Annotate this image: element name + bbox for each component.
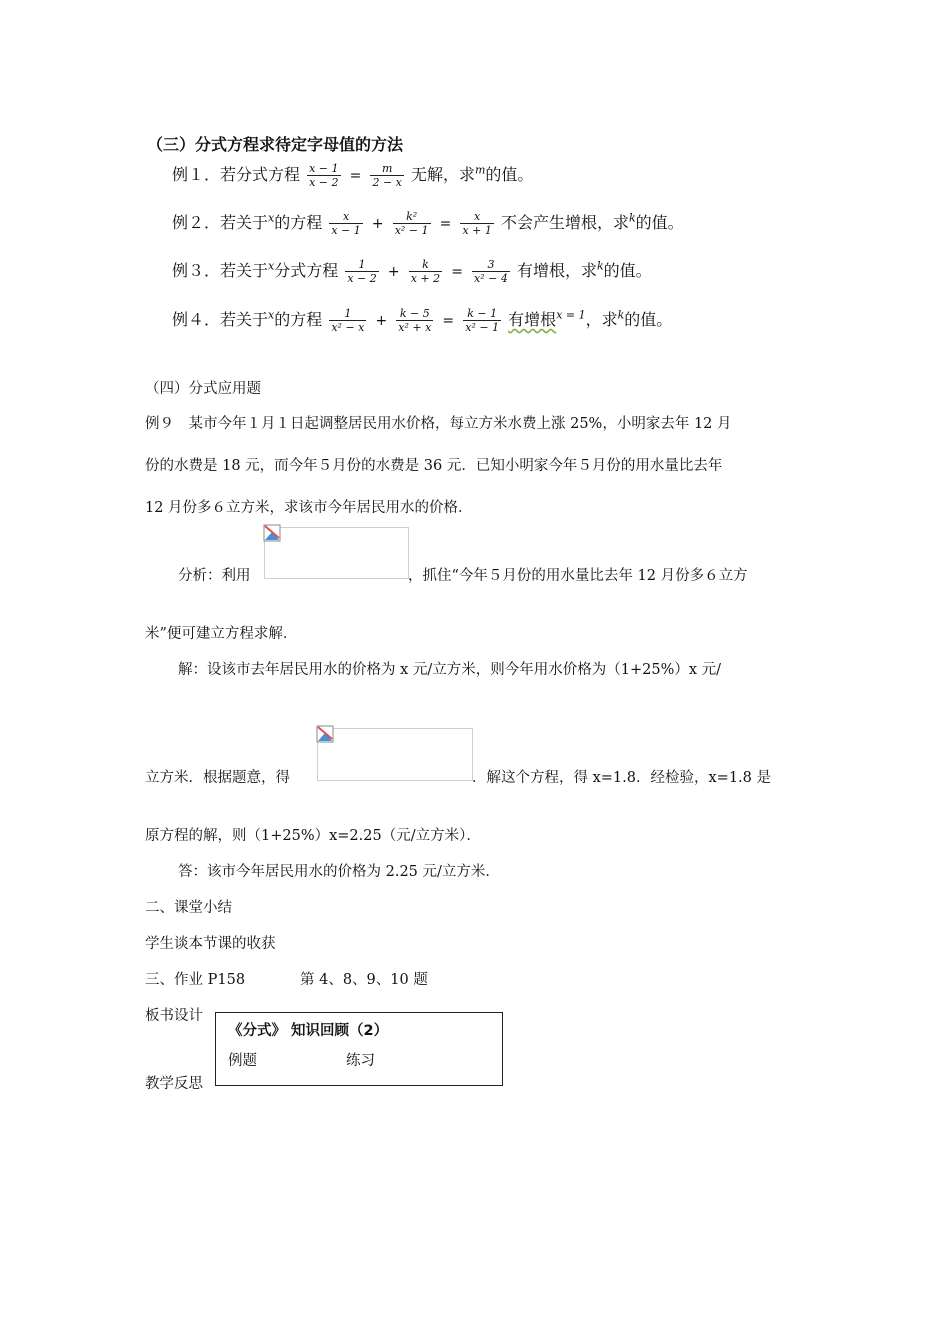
numerator: 1 — [344, 307, 352, 320]
fraction — [396, 307, 433, 334]
equation-image-placeholder — [317, 728, 473, 781]
denominator: 2 − x — [372, 176, 402, 189]
problem-line-1: 例９ 某市今年１月１日起调整居民用水价格，每立方米水费上涨 25%，小明家去年 12 月 — [145, 416, 732, 432]
plus-sign: + — [387, 263, 400, 280]
broken-image-icon — [316, 725, 334, 743]
analysis-continued: ，抓住“今年５月份的用水量比去年 12 月份多６立方 — [408, 568, 748, 584]
example-3-prefix: 例３．若关于 — [172, 261, 269, 280]
board-design-box — [215, 1012, 503, 1086]
denominator: x − 2 — [347, 272, 377, 285]
fraction — [463, 307, 501, 334]
example-3-suffix2: 的值。 — [603, 261, 652, 280]
homework-items: 第 4、8、9、10 题 — [300, 972, 428, 988]
example-2-suffix: 不会产生增根，求 — [500, 213, 629, 232]
example-3 — [172, 258, 652, 285]
problem-line-3: 12 月份多６立方米，求该市今年居民用水的价格． — [145, 500, 473, 516]
denominator: x − 2 — [309, 176, 339, 189]
board-design-label: 板书设计 — [145, 1008, 203, 1024]
fraction — [460, 210, 493, 237]
example-4-suffix: 有增根 — [508, 310, 557, 329]
fraction — [329, 307, 366, 334]
broken-image-icon — [263, 524, 281, 542]
numerator: k — [422, 258, 429, 271]
summary-title: 二、课堂小结 — [145, 900, 232, 916]
example-2-prefix: 例２．若关于 — [172, 213, 269, 232]
plus-sign: + — [371, 215, 384, 232]
equation-image-placeholder — [264, 527, 409, 579]
example-4-prefix: 例４．若关于 — [172, 310, 269, 329]
plus-sign: + — [375, 312, 388, 329]
example-2 — [172, 210, 684, 237]
equals-sign: = — [439, 215, 452, 232]
variable: k — [628, 211, 636, 225]
numerator: 1 — [358, 258, 366, 271]
denominator: x² + x — [398, 321, 432, 334]
variable: x — [268, 308, 275, 322]
numerator: 3 — [487, 258, 495, 271]
example-2-mid: 的方程 — [274, 213, 323, 232]
section-title-4: （四）分式应用题 — [145, 381, 261, 397]
fraction — [345, 258, 378, 285]
example-4-mid: 的方程 — [274, 310, 323, 329]
board-column-exercises: 练习 — [346, 1053, 375, 1069]
board-title: 《分式》 知识回顾（2） — [228, 1023, 389, 1039]
root-value: x = 1 — [556, 308, 586, 322]
variable: m — [474, 163, 486, 177]
denominator: x² − x — [331, 321, 365, 334]
section-title-3: （三）分式方程求待定字母值的方法 — [147, 135, 404, 154]
equals-sign: = — [442, 312, 455, 329]
board-column-examples: 例题 — [228, 1053, 257, 1069]
fraction — [370, 162, 403, 189]
fraction — [307, 162, 340, 189]
numerator: x — [342, 210, 350, 223]
numerator: k² — [406, 210, 418, 223]
reflection-label: 教学反思 — [145, 1076, 203, 1092]
equals-sign: = — [349, 167, 362, 184]
example-1-suffix2: 的值。 — [485, 165, 534, 184]
analysis-start: 分析：利用 — [178, 568, 251, 584]
variable: x — [268, 211, 275, 225]
denominator: x² − 4 — [474, 272, 508, 285]
homework-label: 三、作业 P158 — [145, 972, 246, 988]
equals-sign: = — [451, 263, 463, 280]
example-3-suffix: 有增根，求 — [516, 261, 597, 280]
example-4-suffix2: ，求 — [585, 310, 618, 329]
example-4 — [172, 307, 672, 334]
solution-line-3: 原方程的解，则（1+25%）x=2.25（元/立方米）． — [145, 828, 481, 844]
fraction — [472, 258, 510, 285]
example-4-suffix3: 的值。 — [624, 310, 673, 329]
fraction — [409, 258, 442, 285]
fraction — [329, 210, 362, 237]
answer-line: 答：该市今年居民用水的价格为 2.25 元/立方米． — [178, 864, 500, 880]
example-3-mid: 分式方程 — [274, 261, 339, 280]
variable: k — [596, 259, 604, 273]
example-2-suffix2: 的值。 — [635, 213, 684, 232]
solution-line-2-start: 立方米．根据题意，得 — [145, 770, 290, 786]
numerator: k − 1 — [467, 307, 498, 320]
example-1-suffix: 无解，求 — [410, 165, 475, 184]
variable: k — [617, 308, 625, 322]
analysis-end: 米”便可建立方程求解． — [145, 626, 298, 642]
denominator: x² − 1 — [465, 321, 500, 334]
example-1-prefix: 例１．若分式方程 — [172, 165, 301, 184]
denominator: x + 1 — [462, 224, 492, 237]
numerator: x — [474, 210, 481, 223]
numerator: m — [381, 162, 393, 175]
variable: x — [268, 259, 275, 273]
denominator: x² − 1 — [394, 224, 429, 237]
numerator: x − 1 — [309, 162, 339, 175]
solution-line-1: 解：设该市去年居民用水的价格为 x 元/立方米，则今年用水价格为（1+25%）x 元/ — [178, 662, 722, 678]
example-1 — [172, 162, 533, 189]
solution-line-2-end: ．解这个方程，得 x=1.8．经检验，x=1.8 是 — [472, 770, 771, 786]
denominator: x + 2 — [410, 272, 441, 285]
numerator: k − 5 — [399, 307, 430, 320]
problem-line-2: 份的水费是 18 元，而今年５月份的水费是 36 元．已知小明家今年５月份的用水量比去年 — [145, 458, 723, 474]
fraction — [393, 210, 431, 237]
denominator: x − 1 — [331, 224, 361, 237]
summary-text: 学生谈本节课的收获 — [145, 936, 276, 952]
